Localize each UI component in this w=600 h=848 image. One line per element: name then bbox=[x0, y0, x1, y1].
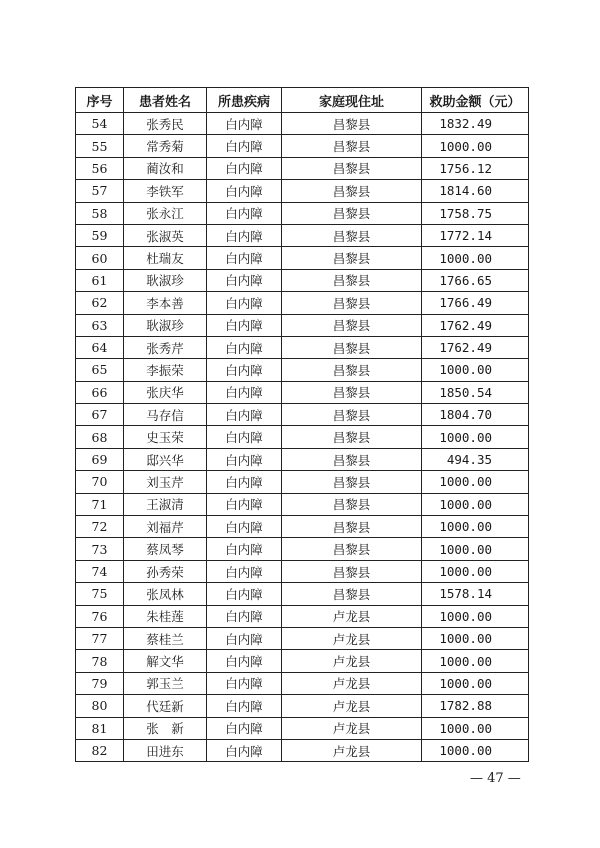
cell-index: 65 bbox=[76, 359, 124, 381]
cell-disease: 白内障 bbox=[207, 471, 282, 493]
table-row bbox=[76, 516, 529, 538]
cell-index: 71 bbox=[76, 493, 124, 515]
cell-patient-name: 史玉荣 bbox=[124, 426, 207, 448]
cell-address: 昌黎县 bbox=[282, 157, 422, 179]
header-disease: 所患疾病 bbox=[207, 88, 282, 113]
cell-index: 72 bbox=[76, 516, 124, 538]
table-row bbox=[76, 627, 529, 649]
cell-address: 昌黎县 bbox=[282, 538, 422, 560]
cell-address: 昌黎县 bbox=[282, 269, 422, 291]
cell-address: 昌黎县 bbox=[282, 292, 422, 314]
cell-index: 59 bbox=[76, 224, 124, 246]
cell-address: 昌黎县 bbox=[282, 180, 422, 202]
cell-index: 78 bbox=[76, 650, 124, 672]
cell-disease: 白内障 bbox=[207, 381, 282, 403]
cell-amount: 1000.00 bbox=[422, 650, 529, 672]
cell-index: 63 bbox=[76, 314, 124, 336]
cell-address: 昌黎县 bbox=[282, 583, 422, 605]
cell-patient-name: 蔡凤琴 bbox=[124, 538, 207, 560]
cell-disease: 白内障 bbox=[207, 695, 282, 717]
cell-amount: 1000.00 bbox=[422, 493, 529, 515]
cell-disease: 白内障 bbox=[207, 605, 282, 627]
table-row bbox=[76, 583, 529, 605]
cell-address: 昌黎县 bbox=[282, 113, 422, 135]
cell-disease: 白内障 bbox=[207, 538, 282, 560]
table-row bbox=[76, 404, 529, 426]
cell-disease: 白内障 bbox=[207, 113, 282, 135]
table-row bbox=[76, 135, 529, 157]
cell-index: 79 bbox=[76, 672, 124, 694]
cell-amount: 1756.12 bbox=[422, 157, 529, 179]
cell-patient-name: 李铁军 bbox=[124, 180, 207, 202]
table-row bbox=[76, 448, 529, 470]
cell-address: 昌黎县 bbox=[282, 381, 422, 403]
cell-address: 昌黎县 bbox=[282, 448, 422, 470]
cell-disease: 白内障 bbox=[207, 493, 282, 515]
cell-amount: 1000.00 bbox=[422, 471, 529, 493]
cell-address: 昌黎县 bbox=[282, 135, 422, 157]
cell-index: 69 bbox=[76, 448, 124, 470]
cell-patient-name: 张永江 bbox=[124, 202, 207, 224]
cell-amount: 1000.00 bbox=[422, 672, 529, 694]
cell-patient-name: 张 新 bbox=[124, 717, 207, 739]
cell-address: 昌黎县 bbox=[282, 404, 422, 426]
cell-address: 卢龙县 bbox=[282, 717, 422, 739]
cell-amount: 1578.14 bbox=[422, 583, 529, 605]
cell-disease: 白内障 bbox=[207, 583, 282, 605]
cell-patient-name: 朱桂莲 bbox=[124, 605, 207, 627]
cell-index: 75 bbox=[76, 583, 124, 605]
cell-amount: 1000.00 bbox=[422, 627, 529, 649]
cell-disease: 白内障 bbox=[207, 650, 282, 672]
table-row bbox=[76, 739, 529, 761]
cell-address: 昌黎县 bbox=[282, 560, 422, 582]
table-row bbox=[76, 202, 529, 224]
cell-disease: 白内障 bbox=[207, 560, 282, 582]
table-row bbox=[76, 605, 529, 627]
table-row bbox=[76, 180, 529, 202]
table-row bbox=[76, 224, 529, 246]
cell-index: 61 bbox=[76, 269, 124, 291]
cell-patient-name: 常秀菊 bbox=[124, 135, 207, 157]
cell-index: 82 bbox=[76, 739, 124, 761]
cell-index: 67 bbox=[76, 404, 124, 426]
cell-patient-name: 蔡桂兰 bbox=[124, 627, 207, 649]
table-row bbox=[76, 359, 529, 381]
cell-disease: 白内障 bbox=[207, 739, 282, 761]
cell-amount: 1000.00 bbox=[422, 247, 529, 269]
cell-amount: 1000.00 bbox=[422, 135, 529, 157]
cell-disease: 白内障 bbox=[207, 627, 282, 649]
header-patient-name: 患者姓名 bbox=[124, 88, 207, 113]
cell-address: 卢龙县 bbox=[282, 672, 422, 694]
cell-patient-name: 马存信 bbox=[124, 404, 207, 426]
cell-patient-name: 耿淑珍 bbox=[124, 314, 207, 336]
cell-amount: 1766.49 bbox=[422, 292, 529, 314]
cell-index: 60 bbox=[76, 247, 124, 269]
cell-index: 64 bbox=[76, 336, 124, 358]
cell-patient-name: 王淑清 bbox=[124, 493, 207, 515]
cell-patient-name: 邸兴华 bbox=[124, 448, 207, 470]
header-amount: 救助金额（元） bbox=[422, 88, 529, 113]
cell-patient-name: 杜瑞友 bbox=[124, 247, 207, 269]
cell-patient-name: 刘福芹 bbox=[124, 516, 207, 538]
table-row bbox=[76, 560, 529, 582]
cell-amount: 1782.88 bbox=[422, 695, 529, 717]
cell-patient-name: 耿淑珍 bbox=[124, 269, 207, 291]
table-row bbox=[76, 269, 529, 291]
cell-patient-name: 张秀芹 bbox=[124, 336, 207, 358]
cell-patient-name: 解文华 bbox=[124, 650, 207, 672]
cell-index: 81 bbox=[76, 717, 124, 739]
cell-patient-name: 刘玉芹 bbox=[124, 471, 207, 493]
table-row bbox=[76, 157, 529, 179]
cell-address: 昌黎县 bbox=[282, 471, 422, 493]
cell-disease: 白内障 bbox=[207, 202, 282, 224]
cell-patient-name: 蔺汝和 bbox=[124, 157, 207, 179]
table-row bbox=[76, 695, 529, 717]
cell-amount: 1000.00 bbox=[422, 426, 529, 448]
cell-amount: 1000.00 bbox=[422, 560, 529, 582]
cell-index: 55 bbox=[76, 135, 124, 157]
cell-amount: 1762.49 bbox=[422, 336, 529, 358]
cell-index: 58 bbox=[76, 202, 124, 224]
cell-disease: 白内障 bbox=[207, 717, 282, 739]
cell-disease: 白内障 bbox=[207, 292, 282, 314]
aid-table bbox=[75, 87, 529, 762]
cell-index: 56 bbox=[76, 157, 124, 179]
cell-index: 73 bbox=[76, 538, 124, 560]
cell-disease: 白内障 bbox=[207, 336, 282, 358]
cell-amount: 1000.00 bbox=[422, 739, 529, 761]
cell-patient-name: 田进东 bbox=[124, 739, 207, 761]
cell-disease: 白内障 bbox=[207, 180, 282, 202]
cell-patient-name: 代廷新 bbox=[124, 695, 207, 717]
cell-patient-name: 张秀民 bbox=[124, 113, 207, 135]
cell-disease: 白内障 bbox=[207, 224, 282, 246]
table-row bbox=[76, 381, 529, 403]
table-row bbox=[76, 113, 529, 135]
cell-disease: 白内障 bbox=[207, 672, 282, 694]
cell-index: 54 bbox=[76, 113, 124, 135]
table-row bbox=[76, 426, 529, 448]
table-header-row bbox=[76, 88, 529, 113]
cell-patient-name: 张淑英 bbox=[124, 224, 207, 246]
table-row bbox=[76, 672, 529, 694]
table-body bbox=[76, 113, 529, 762]
cell-index: 57 bbox=[76, 180, 124, 202]
table-row bbox=[76, 292, 529, 314]
cell-disease: 白内障 bbox=[207, 516, 282, 538]
table-row bbox=[76, 650, 529, 672]
cell-address: 昌黎县 bbox=[282, 426, 422, 448]
cell-patient-name: 李振荣 bbox=[124, 359, 207, 381]
cell-address: 昌黎县 bbox=[282, 359, 422, 381]
cell-patient-name: 张庆华 bbox=[124, 381, 207, 403]
cell-amount: 1772.14 bbox=[422, 224, 529, 246]
cell-amount: 1000.00 bbox=[422, 359, 529, 381]
cell-disease: 白内障 bbox=[207, 448, 282, 470]
header-address: 家庭现住址 bbox=[282, 88, 422, 113]
cell-patient-name: 孙秀荣 bbox=[124, 560, 207, 582]
table-row bbox=[76, 538, 529, 560]
cell-address: 卢龙县 bbox=[282, 605, 422, 627]
cell-index: 70 bbox=[76, 471, 124, 493]
cell-amount: 1850.54 bbox=[422, 381, 529, 403]
cell-amount: 1832.49 bbox=[422, 113, 529, 135]
cell-address: 卢龙县 bbox=[282, 739, 422, 761]
cell-address: 卢龙县 bbox=[282, 627, 422, 649]
table-row bbox=[76, 247, 529, 269]
cell-amount: 1000.00 bbox=[422, 516, 529, 538]
cell-patient-name: 李本善 bbox=[124, 292, 207, 314]
cell-amount: 1766.65 bbox=[422, 269, 529, 291]
cell-amount: 1000.00 bbox=[422, 538, 529, 560]
cell-address: 昌黎县 bbox=[282, 314, 422, 336]
cell-address: 昌黎县 bbox=[282, 493, 422, 515]
cell-disease: 白内障 bbox=[207, 135, 282, 157]
cell-amount: 1804.70 bbox=[422, 404, 529, 426]
cell-address: 卢龙县 bbox=[282, 650, 422, 672]
cell-index: 74 bbox=[76, 560, 124, 582]
cell-amount: 1814.60 bbox=[422, 180, 529, 202]
cell-index: 80 bbox=[76, 695, 124, 717]
cell-amount: 1758.75 bbox=[422, 202, 529, 224]
cell-disease: 白内障 bbox=[207, 247, 282, 269]
cell-address: 昌黎县 bbox=[282, 516, 422, 538]
cell-index: 76 bbox=[76, 605, 124, 627]
cell-disease: 白内障 bbox=[207, 269, 282, 291]
cell-patient-name: 张凤林 bbox=[124, 583, 207, 605]
page-number: — 47 — bbox=[470, 771, 521, 786]
cell-address: 昌黎县 bbox=[282, 224, 422, 246]
cell-address: 昌黎县 bbox=[282, 336, 422, 358]
cell-disease: 白内障 bbox=[207, 404, 282, 426]
cell-index: 66 bbox=[76, 381, 124, 403]
cell-amount: 1762.49 bbox=[422, 314, 529, 336]
table-row bbox=[76, 314, 529, 336]
table-row bbox=[76, 336, 529, 358]
cell-amount: 1000.00 bbox=[422, 717, 529, 739]
cell-disease: 白内障 bbox=[207, 157, 282, 179]
cell-address: 昌黎县 bbox=[282, 202, 422, 224]
table-row bbox=[76, 471, 529, 493]
header-index: 序号 bbox=[76, 88, 124, 113]
table-row bbox=[76, 717, 529, 739]
cell-amount: 494.35 bbox=[422, 448, 529, 470]
cell-address: 卢龙县 bbox=[282, 695, 422, 717]
cell-index: 77 bbox=[76, 627, 124, 649]
cell-disease: 白内障 bbox=[207, 426, 282, 448]
cell-disease: 白内障 bbox=[207, 359, 282, 381]
cell-address: 昌黎县 bbox=[282, 247, 422, 269]
cell-disease: 白内障 bbox=[207, 314, 282, 336]
cell-amount: 1000.00 bbox=[422, 605, 529, 627]
table-row bbox=[76, 493, 529, 515]
cell-patient-name: 郭玉兰 bbox=[124, 672, 207, 694]
cell-index: 62 bbox=[76, 292, 124, 314]
cell-index: 68 bbox=[76, 426, 124, 448]
